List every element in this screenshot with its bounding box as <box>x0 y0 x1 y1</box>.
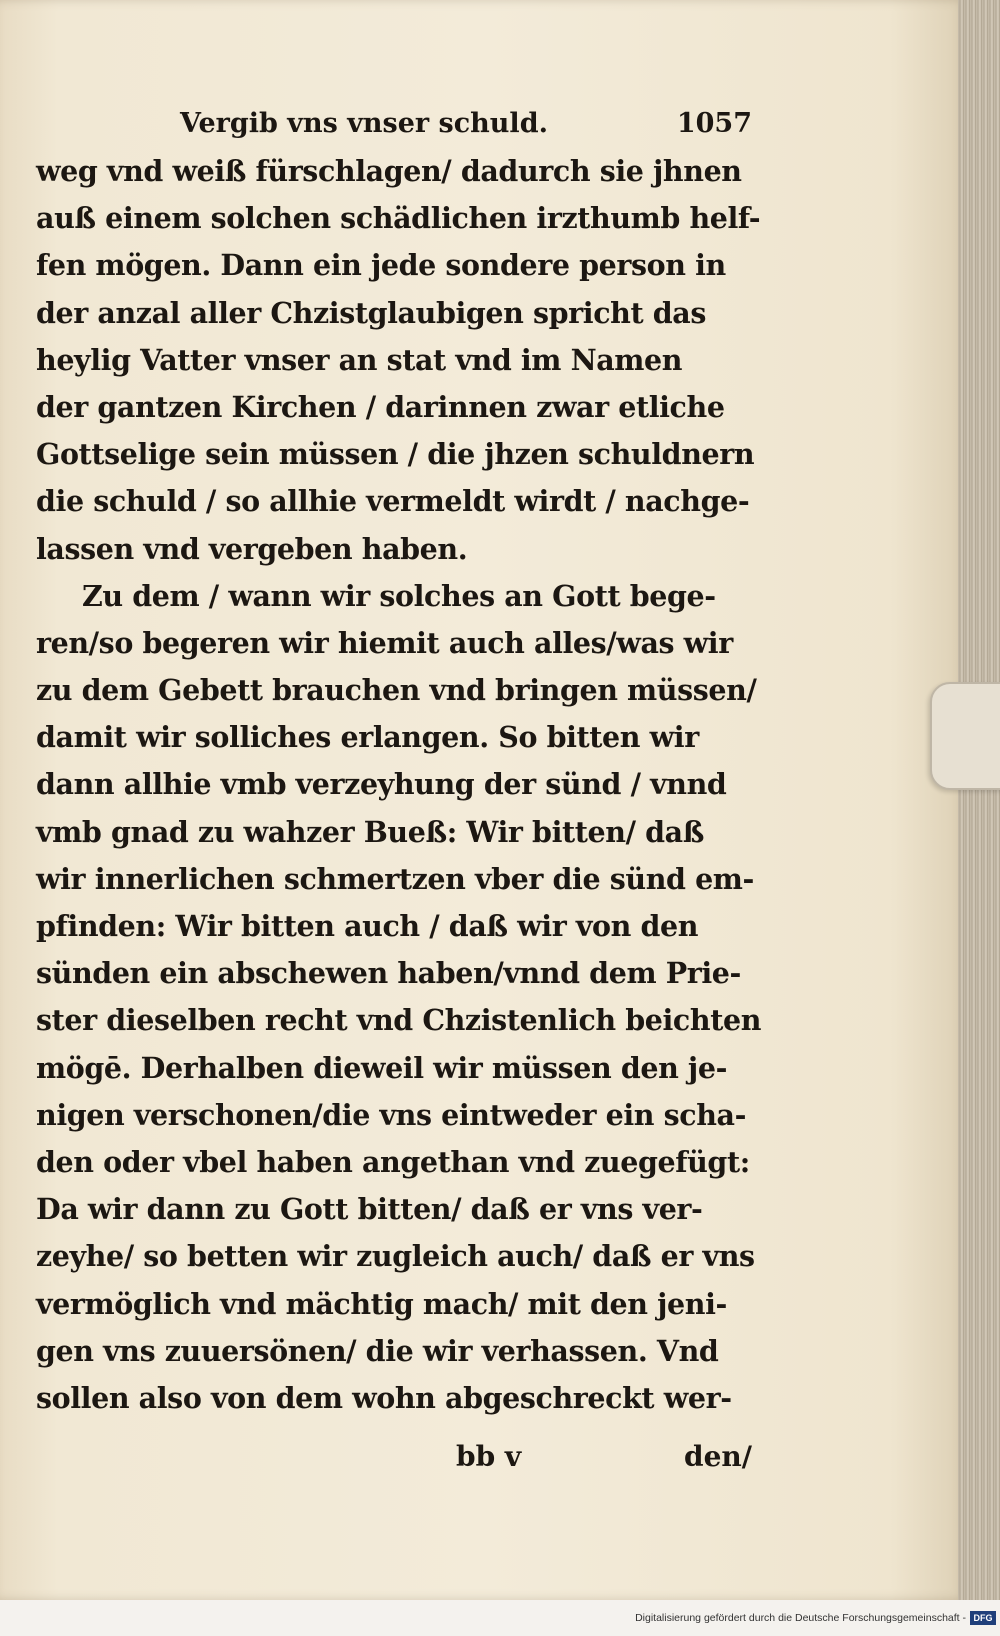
text-line: damit wir solliches erlangen. So bitten wir <box>36 720 699 755</box>
catchword: den/ <box>684 1440 752 1473</box>
text-line: dann allhie vmb verzeyhung der sünd / vnnd <box>36 767 727 802</box>
text-line: pfinden: Wir bitten auch / daß wir von den <box>36 909 699 943</box>
text-line: den oder vbel haben angethan vnd zuegefügt: <box>36 1144 750 1179</box>
dfg-logo: DFG <box>970 1611 996 1625</box>
text-line: sünden ein abschewen haben/vnnd dem Prie- <box>36 956 741 991</box>
funding-credit: Digitalisierung gefördert durch die Deutsche Forschungsgemeinschaft - <box>635 1612 966 1624</box>
text-line: mögē. Derhalben dieweil wir müssen den je- <box>36 1050 727 1085</box>
text-line: ster dieselben recht vnd Chzistenlich beichten <box>36 1003 762 1038</box>
text-line: Gottselige sein müssen / die jhzen schuldnern <box>36 437 755 472</box>
text-line: gen vns zuuersönen/ die wir verhassen. Vnd <box>36 1333 719 1368</box>
text-line: vermöglich vnd mächtig mach/ mit den jeni- <box>36 1286 727 1321</box>
text-line: die schuld / so allhie vermeldt wirdt / nachge- <box>36 484 750 519</box>
book-clasp <box>930 682 1000 790</box>
text-line: wir innerlichen schmertzen vber die sünd em- <box>36 861 754 896</box>
page-footer <box>36 1440 752 1480</box>
text-line: heylig Vatter vnser an stat vnd im Namen <box>36 342 683 377</box>
page-text <box>36 108 762 1422</box>
text-line: lassen vnd vergeben haben. <box>36 531 468 566</box>
text-line: weg vnd weiß fürschlagen/ dadurch sie jhnen <box>36 154 742 188</box>
text-line: sollen also von dem wohn abgeschreckt wer- <box>36 1380 732 1415</box>
credit-bar <box>0 1600 1000 1636</box>
text-line: zu dem Gebett brauchen vnd bringen müssen/ <box>36 673 757 708</box>
text-line: nigen verschonen/die vns eintweder ein scha- <box>36 1097 747 1132</box>
text-line: der gantzen Kirchen / darinnen zwar etliche <box>36 389 725 424</box>
text-line: auß einem solchen schädlichen irzthumb helf- <box>36 201 761 236</box>
text-line: ren/so begeren wir hiemit auch alles/was wir <box>36 625 733 660</box>
text-line: Zu dem / wann wir solches an Gott bege- <box>82 578 716 613</box>
signature-mark: bb v <box>456 1440 522 1473</box>
page-edge <box>958 0 1000 1600</box>
page-header <box>36 108 752 148</box>
running-head: Vergib vns vnser schuld. <box>180 108 548 139</box>
text-line: vmb gnad zu wahzer Bueß: Wir bitten/ daß <box>36 814 704 849</box>
text-line: fen mögen. Dann ein jede sondere person in <box>36 248 726 283</box>
text-line: Da wir dann zu Gott bitten/ daß er vns ver- <box>36 1192 703 1227</box>
text-line: der anzal aller Chzistglaubigen spricht das <box>36 295 707 330</box>
text-line: zeyhe/ so betten wir zugleich auch/ daß er vns <box>36 1239 755 1274</box>
page-number: 1057 <box>676 108 752 139</box>
